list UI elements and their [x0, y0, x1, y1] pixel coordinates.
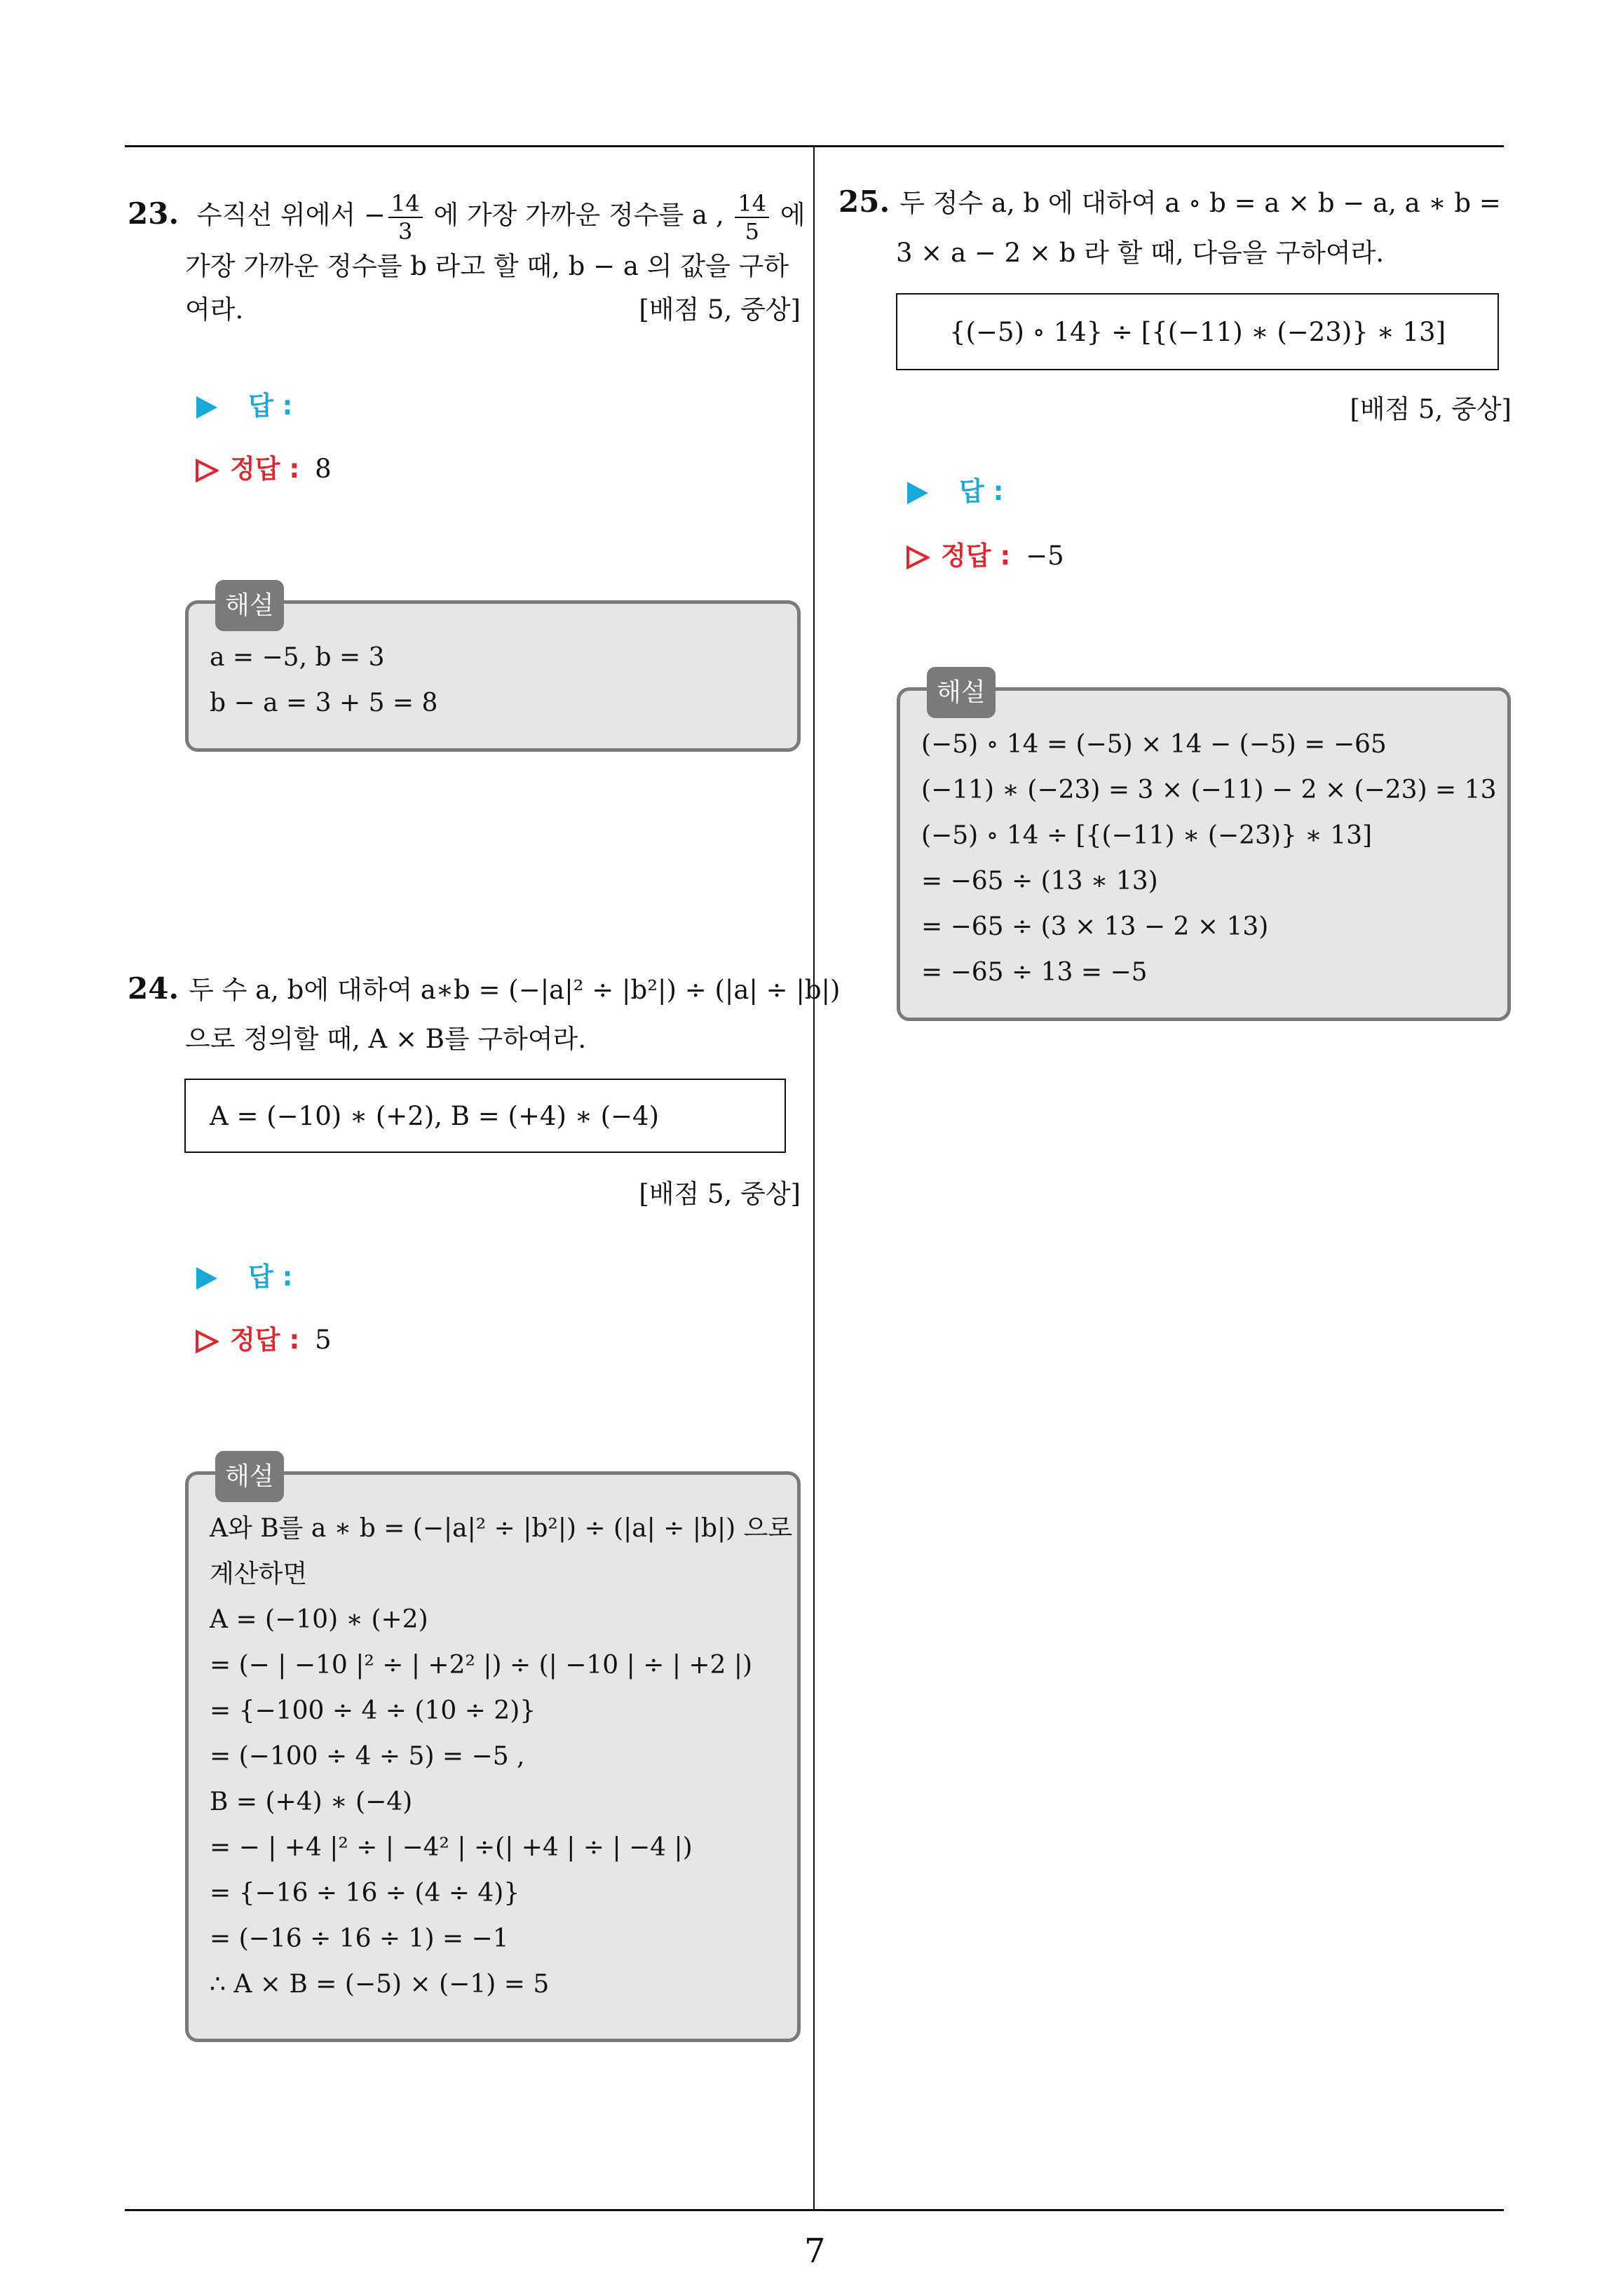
answer-label: 답 :	[959, 476, 1004, 506]
q25-line1	[838, 174, 1519, 231]
correct-answer-label: 정답 :	[230, 454, 300, 484]
solution-line: B = (+4) ∗ (−4)	[210, 1788, 413, 1816]
answer-row	[196, 384, 292, 422]
solution-line: (−5) ∘ 14 = (−5) × 14 − (−5) = −65	[921, 730, 1387, 759]
triangle-filled-icon	[196, 396, 217, 419]
solution-tag: 해설	[927, 667, 996, 718]
q24-line2: 으로 정의할 때, A × B를 구하여라.	[185, 1024, 587, 1054]
correct-answer-row	[195, 447, 332, 485]
fraction	[735, 190, 769, 245]
correct-answer-label: 정답 :	[941, 541, 1011, 571]
solution-box	[185, 591, 801, 752]
triangle-filled-icon	[196, 1267, 217, 1290]
score-label: [배점 5, 중상]	[1350, 394, 1512, 424]
solution-line: = −65 ÷ 13 = −5	[921, 958, 1148, 987]
solution-line: = − | +4 |² ÷ | −4² | ÷(| +4 | ÷ | −4 |)	[210, 1833, 693, 1862]
q23-text: 에	[780, 200, 806, 230]
fraction-denominator: 3	[398, 217, 413, 245]
fraction-denominator: 5	[745, 217, 759, 245]
correct-answer-value: 5	[315, 1325, 332, 1355]
question-number: 25.	[838, 184, 890, 219]
solution-line: (−5) ∘ 14 ÷ [{(−11) ∗ (−23)} ∗ 13]	[921, 821, 1373, 850]
solution-line: = {−100 ÷ 4 ÷ (10 ÷ 2)}	[210, 1696, 536, 1725]
answer-label: 답 :	[248, 391, 293, 421]
solution-line: A와 B를 a ∗ b = (−|a|² ÷ |b²|) ÷ (|a| ÷ |b|) 으로	[210, 1514, 793, 1543]
solution-line: = (−16 ÷ 16 ÷ 1) = −1	[210, 1924, 509, 1953]
q23-line1	[128, 186, 806, 245]
q24-line1	[128, 961, 841, 1018]
solution-line: 계산하면	[210, 1560, 308, 1588]
solution-line: A = (−10) ∗ (+2)	[210, 1605, 428, 1634]
answer-row	[907, 470, 1003, 508]
page-number: 7	[804, 2231, 826, 2271]
q23-line2: 가장 가까운 정수를 b 라고 할 때, b − a 의 값을 구하	[185, 250, 789, 281]
solution-line: = (− | −10 |² ÷ | +2² |) ÷ (| −10 | ÷ | +2 |)	[210, 1651, 753, 1680]
triangle-outline-icon	[195, 459, 219, 482]
q25-text: 두 정수 a, b 에 대하여 a ∘ b = a × b − a, a ∗ b =	[899, 188, 1501, 218]
solution-tag: 해설	[215, 1451, 284, 1502]
answer-row	[196, 1255, 292, 1293]
solution-line: a = −5, b = 3	[210, 643, 385, 672]
q24-text: 두 수 a, b에 대하여 a∗b = (−|a|² ÷ |b²|) ÷ (|a| ÷ |b|)	[189, 975, 841, 1005]
q25-line2: 3 × a − 2 × b 라 할 때, 다음을 구하여라.	[896, 238, 1385, 268]
question-23	[128, 186, 806, 332]
q23-line3	[128, 288, 801, 332]
fraction-numerator: 14	[735, 190, 769, 218]
fraction	[388, 190, 423, 245]
solution-line: = −65 ÷ (3 × 13 − 2 × 13)	[921, 912, 1269, 941]
q23-text: 수직선 위에서 −	[196, 200, 386, 230]
bottom-rule	[125, 2209, 1504, 2211]
solution-line: b − a = 3 + 5 = 8	[210, 689, 438, 717]
question-number: 24.	[128, 971, 179, 1006]
solution-line: = {−16 ÷ 16 ÷ (4 ÷ 4)}	[210, 1879, 520, 1907]
correct-answer-value: 8	[315, 454, 332, 484]
solution-line: ∴ A × B = (−5) × (−1) = 5	[210, 1970, 550, 1999]
solution-line: (−11) ∗ (−23) = 3 × (−11) − 2 × (−23) = 13	[921, 776, 1497, 804]
given-expression-box	[184, 1079, 786, 1153]
correct-answer-label: 정답 :	[230, 1325, 300, 1355]
given-expression: {(−5) ∘ 14} ÷ [{(−11) ∗ (−23)} ∗ 13]	[949, 316, 1446, 347]
q23-text: 여라.	[185, 294, 244, 325]
score-label: [배점 5, 중상]	[639, 1179, 801, 1209]
correct-answer-row	[906, 534, 1064, 572]
question-24	[128, 961, 841, 1060]
question-25	[838, 174, 1519, 275]
solution-line: = (−100 ÷ 4 ÷ 5) = −5 ,	[210, 1742, 525, 1771]
correct-answer-row	[195, 1318, 332, 1356]
solution-line: = −65 ÷ (13 ∗ 13)	[921, 867, 1158, 896]
triangle-outline-icon	[195, 1330, 219, 1353]
triangle-outline-icon	[906, 546, 930, 569]
fraction-numerator: 14	[388, 190, 423, 218]
question-number: 23.	[128, 196, 179, 231]
correct-answer-value: −5	[1026, 541, 1064, 571]
given-expression-box	[896, 293, 1499, 370]
given-expression: A = (−10) ∗ (+2), B = (+4) ∗ (−4)	[210, 1100, 660, 1131]
q23-text: 에 가장 가까운 정수를 a ,	[433, 200, 724, 230]
solution-tag: 해설	[215, 580, 284, 631]
answer-label: 답 :	[248, 1262, 293, 1292]
triangle-filled-icon	[907, 482, 928, 504]
column-divider	[813, 145, 815, 2209]
score-label: [배점 5, 중상]	[639, 294, 801, 325]
solution-box	[185, 1462, 801, 2042]
solution-box	[897, 678, 1511, 1021]
